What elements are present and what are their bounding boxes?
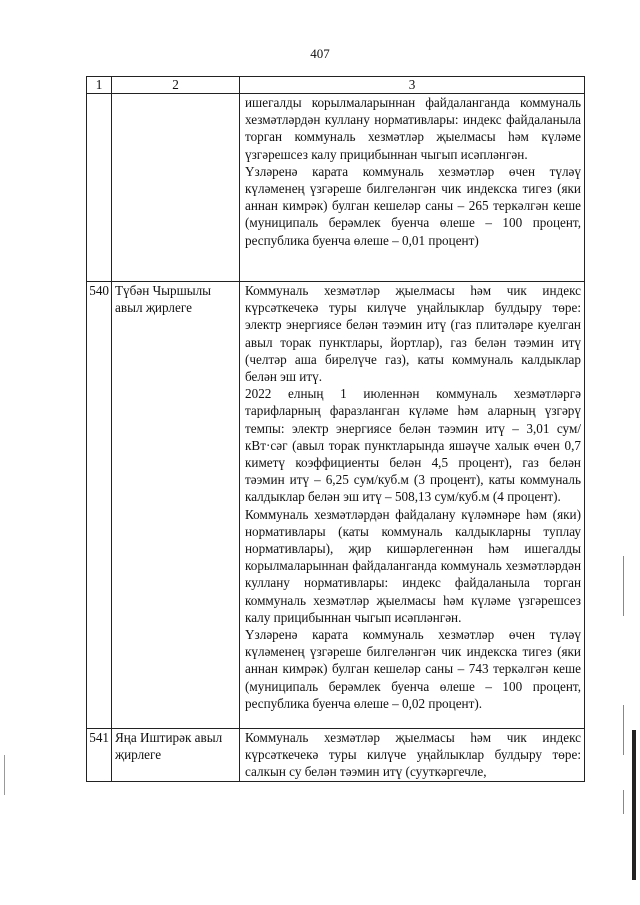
page-number: 407 <box>310 46 330 61</box>
row-number: 541 <box>87 729 112 782</box>
scan-edge-bar <box>632 730 636 880</box>
settlement-name: Яңа Иштирәк авыл җирлеге <box>112 729 240 782</box>
row-description <box>240 282 585 729</box>
paragraph: 2022 елның 1 июленнән коммуналь хезмәтләргә тарифларның фаразланган күләме һәм аларның үзгәрү темпы: электр энергиясе белән тәэмин итү – 3,01 сум/кВт·сәг (авыл торак пунктларында яшәүче халык өчен 0,7 киметү коэффициенты белән 4,5 процент), газ белән тәэмин итү – 6,25 сум/куб.м (3 процент), каты коммуналь калдыклар белән эш итү – 508,13 сум/куб.м (4 процент). <box>245 386 581 505</box>
scan-edge-mark <box>623 790 624 814</box>
continuation-text <box>240 94 585 282</box>
paragraph: Коммуналь хезмәтләр җыелмасы һәм чик индекс күрсәткечекә туры килүче уңайлыклар булдыру төре: салкын су белән тәэмин итү (сууткәргечле, <box>245 730 581 780</box>
paragraph: Коммуналь хезмәтләрдән файдалану күләмнәре һәм (яки) нормативлары (каты коммуналь калдыкларны туплау нормативлары), җир кишәрлегеннән һәм ишегалды корылмаларыннан файдаланганда коммуналь хезмәтләрдән куллану нормативлары: индекс файдаланыла торган коммуналь хезмәтләр җыелмасы һәм күләме үзгәрешсез калу прицибыннан чыгып исәпләнгән. <box>245 506 581 625</box>
scan-edge-mark <box>4 755 5 795</box>
header-col-3: 3 <box>240 77 585 94</box>
table-row-540 <box>87 282 585 729</box>
table-row-continuation <box>87 94 585 282</box>
header-col-2: 2 <box>112 77 240 94</box>
row-description <box>240 729 585 782</box>
paragraph: Коммуналь хезмәтләр җыелмасы һәм чик индекс күрсәткечекә туры килүче уңайлыклар булдыру төре: электр энергиясе белән тәэмин итү (газ плитәләре куелган авыл торак пунктлары, йортлар), газ белән тәэмин итү (челтәр аша бирелүче газ), каты коммуналь калдыклар белән эш итү. <box>245 283 581 385</box>
header-col-1: 1 <box>87 77 112 94</box>
scan-edge-mark <box>623 556 624 616</box>
document-table <box>86 76 585 782</box>
row-number: 540 <box>87 282 112 729</box>
paragraph: Үзләренә карата коммуналь хезмәтләр өчен түләү күләменең үзгәреше билгеләнгән чик индекска тигез (яки аннан кимрәк) булган кешеләр саны – 743 теркәлгән кеше (муниципаль берәмлек буенча өлеше – 100 процент, республика буенча өлеше – 0,02 процент). <box>245 627 581 711</box>
paragraph: Үзләренә карата коммуналь хезмәтләр өчен түләү күләменең үзгәреше билгеләнгән чик индекска тигез (яки аннан кимрәк) булган кешеләр саны – 265 теркәлгән кеше (муниципаль берәмлек буенча өлеше – 100 процент, республика буенча өлеше – 0,01 процент) <box>245 163 581 248</box>
table-header-row <box>87 77 585 94</box>
paragraph: ишегалды корылмаларыннан файдаланганда коммуналь хезмәтләрдән куллану нормативлары: индекс файдаланыла торган коммуналь хезмәтләр җыелмасы һәм күләме үзгәрешсез калу прицибыннан чыгып исәпләнгән. <box>245 95 581 162</box>
settlement-name: Түбән Чыршылы авыл җирлеге <box>112 282 240 729</box>
scan-edge-mark <box>623 705 624 755</box>
table-row-541 <box>87 729 585 782</box>
